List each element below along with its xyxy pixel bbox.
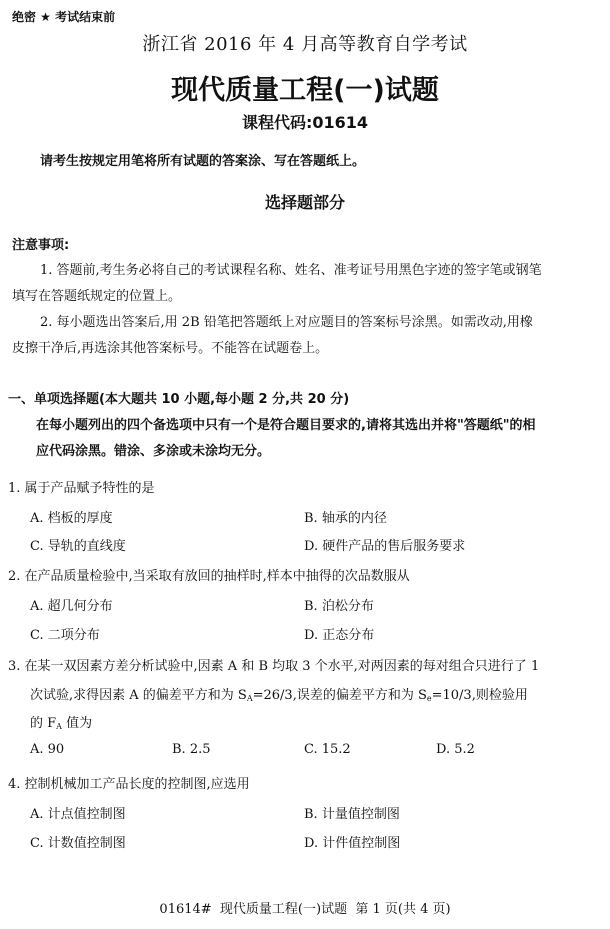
q3-option-d: D. 5.2 — [436, 742, 475, 757]
exam-title: 现代质量工程(一)试题 — [171, 75, 439, 106]
note-item-1-line-1: 1. 答题前,考生务必将自己的考试课程名称、姓名、准考证号用黑色字迹的签字笔或钢笔 — [40, 263, 542, 278]
part1-desc-line-2: 应代码涂黑。错涂、多涂或未涂均无分。 — [36, 444, 271, 459]
course-code: 课程代码:01614 — [241, 113, 369, 132]
q1-option-a: A. 档板的厚度 — [30, 511, 113, 526]
q3-stem-line-2: 次试验,求得因素 A 的偏差平方和为 $S_A=26/3$,误差的偏差平方和为 $S_e=10/3$,则检验用 — [30, 688, 528, 703]
q1-option-b: B. 轴承的内径 — [304, 511, 387, 526]
q1-option-d: D. 硬件产品的售后服务要求 — [304, 539, 466, 554]
note-item-2-line-1: 2. 每小题选出答案后,用 2B 铅笔把答题纸上对应题目的答案标号涂黑。如需改动,用橡 — [40, 315, 533, 330]
q4-option-b: B. 计量值控制图 — [304, 807, 400, 822]
q1-stem: 1. 属于产品赋予特性的是 — [8, 481, 155, 496]
part1-heading: 一、单项选择题(本大题共 10 小题,每小题 2 分,共 20 分) — [8, 392, 350, 407]
page-footer: 01614# 现代质量工程(一)试题 第 1 页(共 4 页) — [159, 902, 451, 917]
q4-stem: 4. 控制机械加工产品长度的控制图,应选用 — [8, 777, 250, 792]
q1-option-c: C. 导轨的直线度 — [30, 539, 126, 554]
q2-stem: 2. 在产品质量检验中,当采取有放回的抽样时,样本中抽得的次品数服从 — [8, 569, 410, 584]
q3-option-a: A. 90 — [30, 742, 65, 757]
q2-option-c: C. 二项分布 — [30, 628, 100, 643]
part1-desc-line-1: 在每小题列出的四个备选项中只有一个是符合题目要求的,请将其选出并将"答题纸"的相 — [36, 418, 536, 433]
q4-option-a: A. 计点值控制图 — [30, 807, 126, 822]
confidential-note: 绝密 ★ 考试结束前 — [12, 10, 116, 24]
q3-stem-line-1: 3. 在某一双因素方差分析试验中,因素 A 和 B 均取 3 个水平,对两因素的每对组合只进行了 1 — [8, 659, 540, 674]
section-title: 选择题部分 — [264, 193, 345, 212]
q3-stem-line-3: 的 $F_A$ 值为 — [30, 716, 93, 731]
q4-option-c: C. 计数值控制图 — [30, 836, 126, 851]
q3-option-c: C. 15.2 — [304, 742, 351, 757]
q2-option-d: D. 正态分布 — [304, 628, 375, 643]
q2-option-b: B. 泊松分布 — [304, 599, 374, 614]
note-item-1-line-2: 填写在答题纸规定的位置上。 — [12, 289, 182, 304]
answer-instruction: 请考生按规定用笔将所有试题的答案涂、写在答题纸上。 — [40, 154, 366, 169]
q3-option-b: B. 2.5 — [172, 742, 211, 757]
note-item-2-line-2: 皮擦干净后,再选涂其他答案标号。不能答在试题卷上。 — [12, 341, 329, 356]
notes-heading: 注意事项: — [12, 238, 70, 253]
exam-header: 浙江省 2016 年 4 月高等教育自学考试 — [142, 34, 468, 55]
q4-option-d: D. 计件值控制图 — [304, 836, 401, 851]
q2-option-a: A. 超几何分布 — [30, 599, 113, 614]
